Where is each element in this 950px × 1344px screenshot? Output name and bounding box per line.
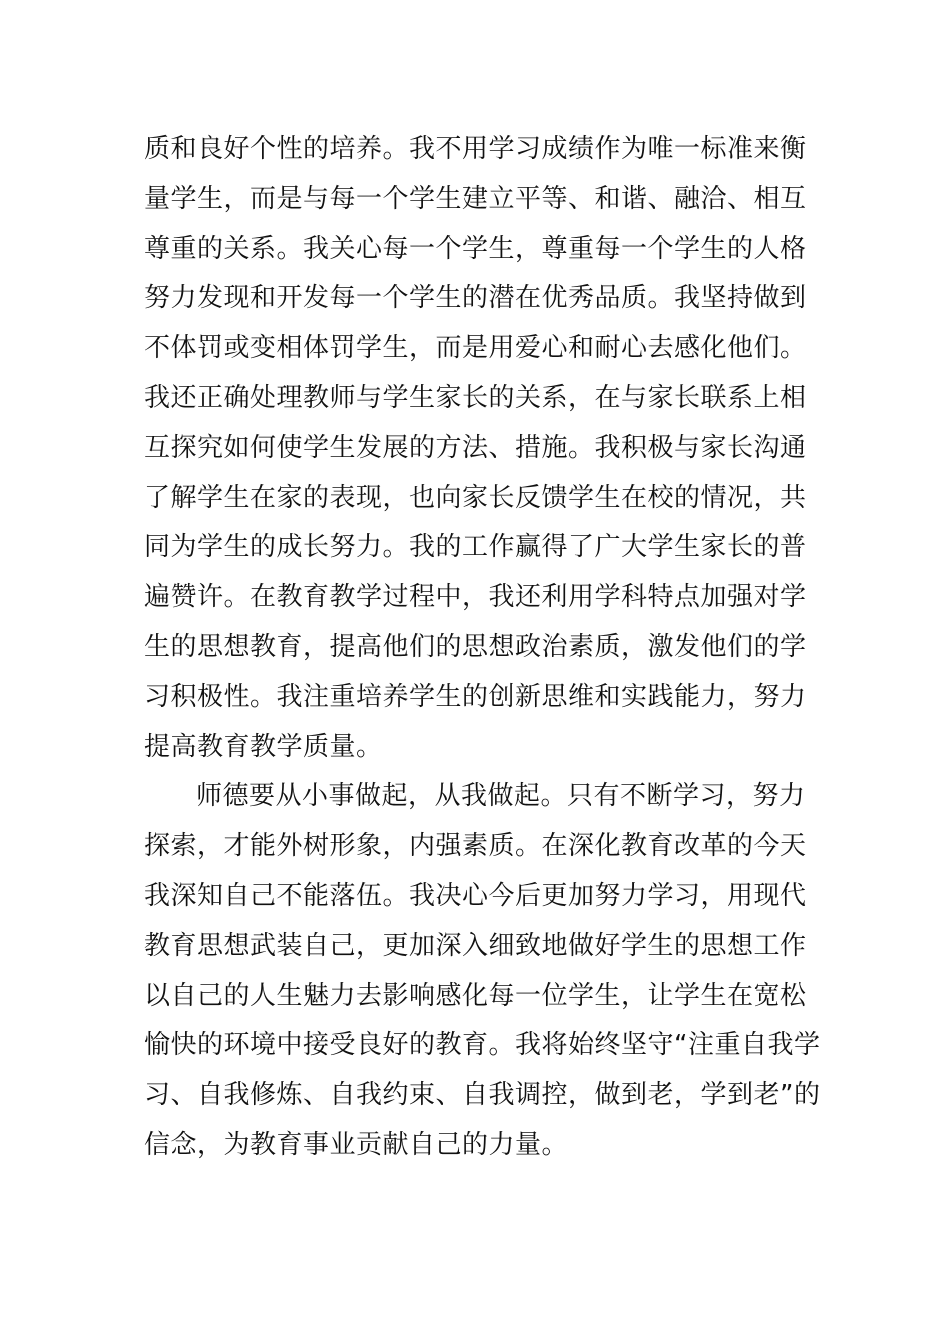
text-line: 提高教育教学质量。 bbox=[144, 731, 383, 762]
text-line: 习、自我修炼、自我约束、自我调控，做到老，学到老”的 bbox=[144, 1080, 821, 1111]
document-body bbox=[144, 125, 821, 1171]
paragraph-1 bbox=[144, 125, 809, 772]
text-line: 探索，才能外树形象，内强素质。在深化教育改革的今天 bbox=[144, 831, 807, 862]
text-line: 遍赞许。在教育教学过程中，我还利用学科特点加强对学 bbox=[144, 582, 807, 613]
text-line: 同为学生的成长努力。我的工作赢得了广大学生家长的普 bbox=[144, 532, 807, 563]
text-line: 习积极性。我注重培养学生的创新思维和实践能力，努力 bbox=[144, 681, 807, 712]
text-line: 愉快的环境中接受良好的教育。我将始终坚守“注重自我学 bbox=[144, 1030, 821, 1061]
text-line: 信念，为教育事业贡献自己的力量。 bbox=[144, 1129, 569, 1160]
text-line: 尊重的关系。我关心每一个学生，尊重每一个学生的人格 bbox=[144, 233, 807, 264]
text-line: 互探究如何使学生发展的方法、措施。我积极与家长沟通 bbox=[144, 432, 807, 463]
text-line: 不体罚或变相体罚学生，而是用爱心和耐心去感化他们。 bbox=[144, 333, 807, 364]
text-line: 我还正确处理教师与学生家长的关系，在与家长联系上相 bbox=[144, 382, 807, 413]
text-line-indented: 师德要从小事做起，从我做起。只有不断学习，努力 bbox=[196, 781, 806, 812]
text-line: 努力发现和开发每一个学生的潜在优秀品质。我坚持做到 bbox=[144, 283, 807, 314]
text-line: 生的思想教育，提高他们的思想政治素质，激发他们的学 bbox=[144, 631, 807, 662]
text-line: 以自己的人生魅力去影响感化每一位学生，让学生在宽松 bbox=[144, 980, 807, 1011]
text-line: 我深知自己不能落伍。我决心今后更加努力学习，用现代 bbox=[144, 880, 807, 911]
text-line: 质和良好个性的培养。我不用学习成绩作为唯一标准来衡 bbox=[144, 134, 807, 164]
text-line: 了解学生在家的表现，也向家长反馈学生在校的情况，共 bbox=[144, 482, 807, 513]
paragraph-2 bbox=[144, 772, 821, 1170]
text-line: 教育思想武装自己，更加深入细致地做好学生的思想工作 bbox=[144, 930, 807, 961]
text-line: 量学生，而是与每一个学生建立平等、和谐、融洽、相互 bbox=[144, 183, 807, 214]
